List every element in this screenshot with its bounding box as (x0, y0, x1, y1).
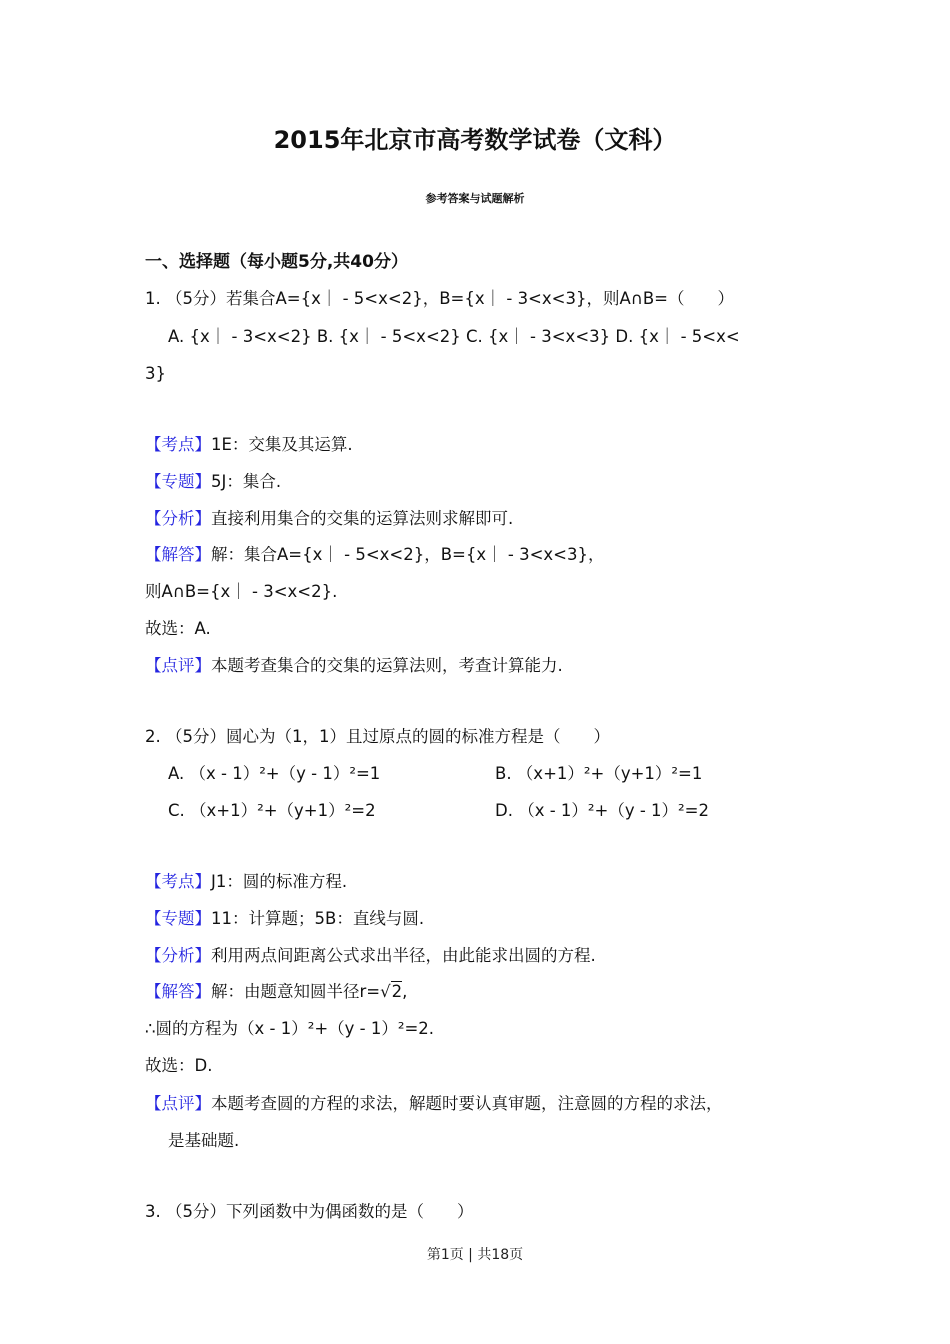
jieda-text: 解：集合A={x｜ - 5<x<2}，B={x｜ - 3<x<3}， (211, 545, 605, 564)
q1-fenxi (145, 507, 513, 531)
q2-option-b: B. （x+1）²+（y+1）²=1 (495, 764, 703, 783)
q2-stem: 2. （5分）圆心为（1，1）且过原点的圆的标准方程是（ ） (145, 727, 610, 746)
q2-jieda (145, 980, 407, 1004)
tag-zhuanti: 【专题】 (145, 909, 211, 928)
page-subtitle: 参考答案与试题解析 (425, 192, 525, 205)
tag-kaodian: 【考点】 (145, 435, 211, 454)
kaodian-text: J1：圆的标准方程. (211, 872, 348, 891)
fenxi-text: 利用两点间距离公式求出半径，由此能求出圆的方程. (211, 946, 596, 965)
q2-option-a: A. （x - 1）²+（y - 1）²=1 (168, 764, 381, 783)
q1-stem: 1. （5分）若集合A={x｜ - 5<x<2}，B={x｜ - 3<x<3}，则A∩B=（ ） (145, 289, 734, 308)
q1-options-wrap: 3} (145, 364, 166, 383)
q2-zhuanti (145, 907, 424, 931)
zhuanti-text: 11：计算题；5B：直线与圆. (211, 909, 425, 928)
q1-options: A. {x｜ - 3<x<2} B. {x｜ - 5<x<2} C. {x｜ - 3<x<3} D. {x｜ - 5<x< (168, 327, 740, 346)
fenxi-text: 直接利用集合的交集的运算法则求解即可. (211, 509, 514, 528)
q1-dianping (145, 654, 563, 678)
q2-kaodian (145, 870, 347, 894)
tag-fenxi: 【分析】 (145, 946, 211, 965)
page-title: 2015年北京市高考数学试卷（文科） (273, 126, 677, 154)
tag-dianping: 【点评】 (145, 656, 211, 675)
q1-jieda2: 则A∩B={x｜ - 3<x<2}. (145, 582, 338, 601)
q2-option-c: C. （x+1）²+（y+1）²=2 (168, 801, 376, 820)
q2-answer: 故选：D. (145, 1056, 213, 1075)
dianping-text: 本题考查圆的方程的求法，解题时要认真审题，注意圆的方程的求法， (211, 1094, 723, 1113)
page-footer: 第1页 | 共18页 (426, 1247, 524, 1263)
q1-kaodian (145, 433, 353, 457)
q2-option-d: D. （x - 1）²+（y - 1）²=2 (495, 801, 709, 820)
sqrt-radicand: 2 (391, 982, 403, 1001)
jieda-text: 解：由题意知圆半径r= (211, 982, 381, 1001)
q2-jieda2: ∴圆的方程为（x - 1）²+（y - 1）²=2. (145, 1019, 435, 1038)
section-heading: 一、选择题（每小题5分,共40分） (145, 252, 408, 272)
q2-dianping2: 是基础题. (168, 1131, 240, 1150)
q1-answer: 故选：A. (145, 619, 211, 638)
dianping-text: 本题考查集合的交集的运算法则，考查计算能力. (211, 656, 563, 675)
tag-kaodian: 【考点】 (145, 872, 211, 891)
q2-fenxi (145, 944, 596, 968)
tag-fenxi: 【分析】 (145, 509, 211, 528)
jieda-comma: , (402, 982, 408, 1001)
tag-jieda: 【解答】 (145, 545, 211, 564)
kaodian-text: 1E：交集及其运算. (211, 435, 353, 454)
q1-jieda (145, 543, 605, 567)
tag-dianping: 【点评】 (145, 1094, 211, 1113)
q1-zhuanti (145, 470, 281, 494)
q3-stem: 3. （5分）下列函数中为偶函数的是（ ） (145, 1202, 474, 1221)
zhuanti-text: 5J：集合. (211, 472, 282, 491)
sqrt-icon: √ (380, 982, 391, 1001)
q2-dianping (145, 1092, 723, 1116)
tag-zhuanti: 【专题】 (145, 472, 211, 491)
tag-jieda: 【解答】 (145, 982, 211, 1001)
